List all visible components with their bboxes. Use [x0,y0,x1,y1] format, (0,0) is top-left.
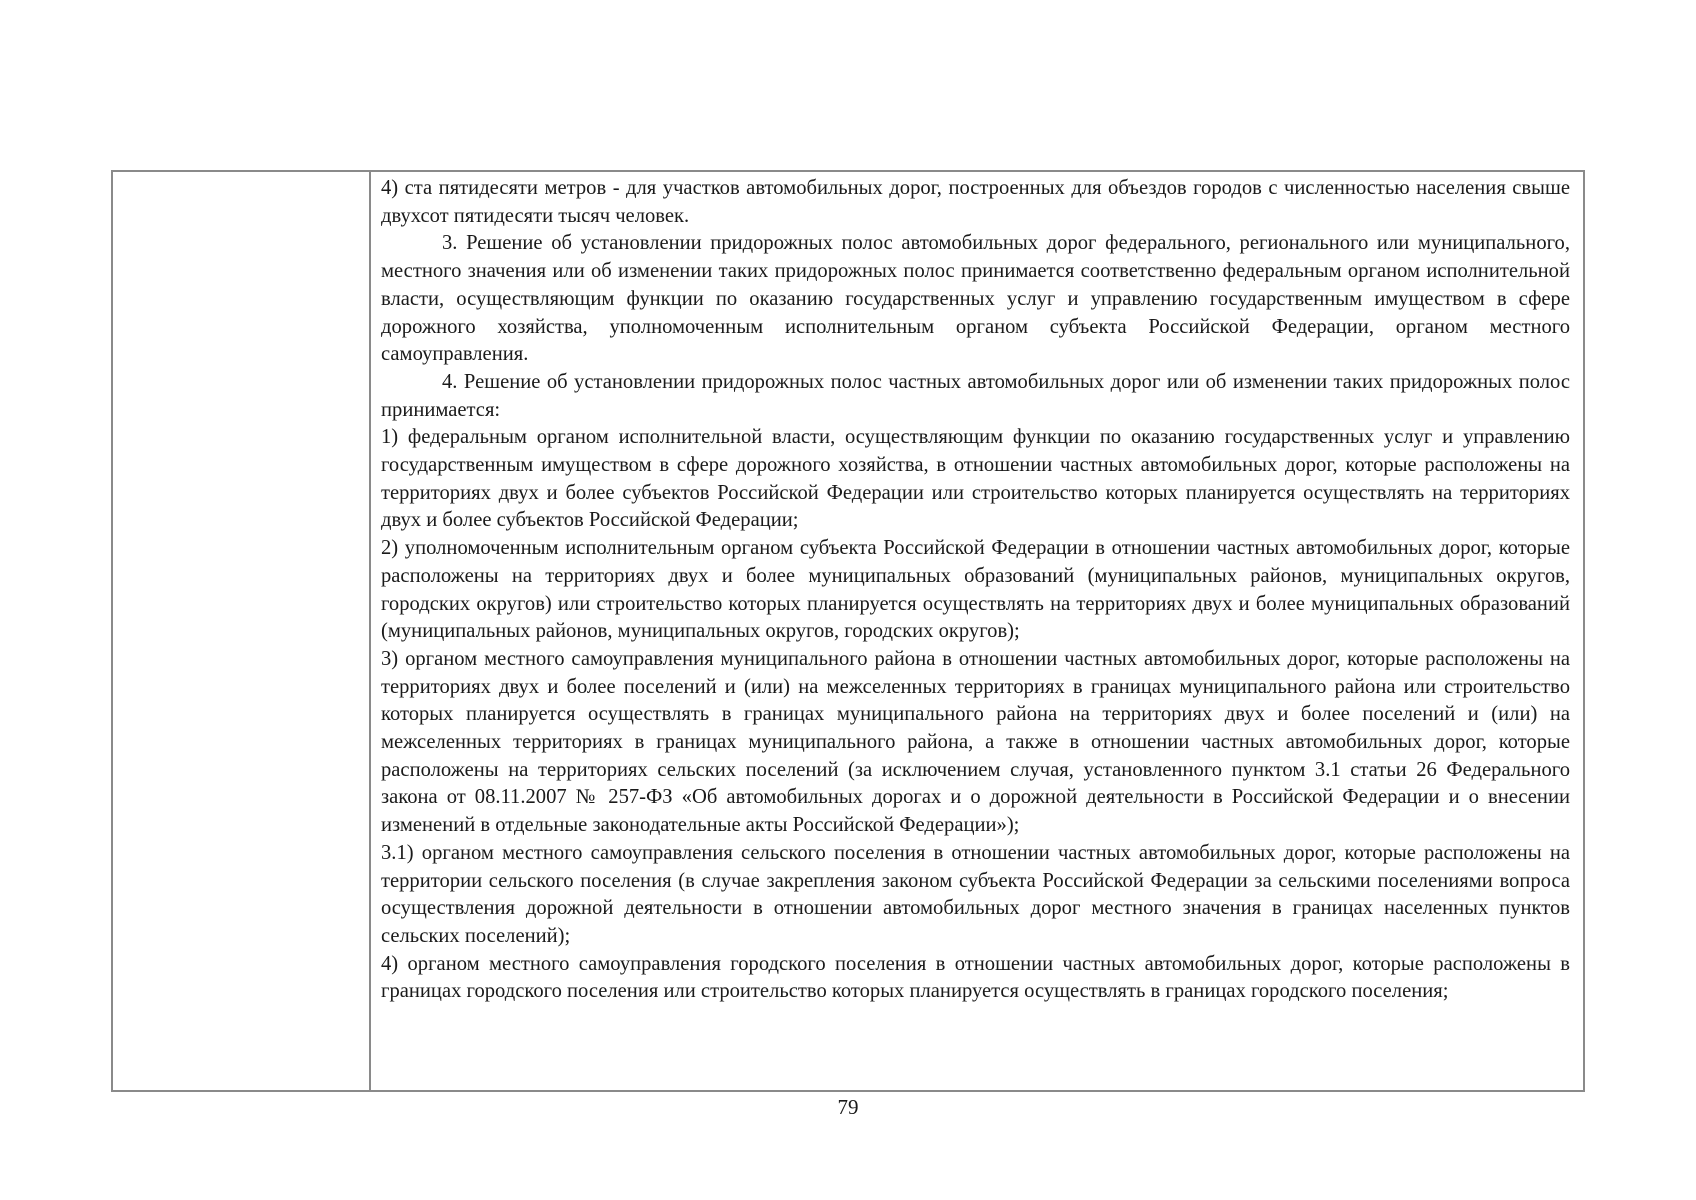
table-left-cell [113,172,371,1090]
paragraph-clause-4: 4. Решение об установлении придорожных полос частных автомобильных дорог или об изменении таких придорожных полос принимается: [381,370,1570,421]
paragraph-item-4: 4) органом местного самоуправления городского поселения в отношении частных автомобильных дорог, которые расположены в границах городского поселения или строительство которых планируется осуществлять в границах городского поселения; [381,952,1570,1003]
paragraph-item-1: 1) федеральным органом исполнительной власти, осуществляющим функции по оказанию государственных услуг и управлению государственным имуществом в сфере дорожного хозяйства, в отношении частных автомобильных дорог, которые расположены на территориях двух и более субъектов Российской Федерации или строительство которых планируется осуществлять на территориях двух и более субъектов Российской Федерации; [381,426,1570,532]
paragraph-item-4-distance: 4) ста пятидесяти метров - для участков автомобильных дорог, построенных для объездов городов с численностью населения свыше двухсот пятидесяти тысяч человек. [381,177,1570,227]
paragraph-item-2: 2) уполномоченным исполнительным органом субъекта Российской Федерации в отношении частных автомобильных дорог, которые расположены на территориях двух и более муниципальных образований (муниципальных районов, муниципальных округов, городских округов) или строительство которых планируется осуществлять на территориях двух и более муниципальных образований (муниципальных районов, муниципальных округов, городских округов); [381,537,1570,643]
paragraph-item-3: 3) органом местного самоуправления муниципального района в отношении частных автомобильных дорог, которые расположены на территориях двух и более поселений и (или) на межселенных территориях в границах муниципального района или строительство которых планируется осуществлять в границах муниципального района на территориях двух и более поселений и (или) на межселенных территориях в границах муниципального района, а также в отношении частных автомобильных дорог, которые расположены на территориях сельских поселений (за исключением случая, установленного пунктом 3.1 статьи 26 Федерального закона от 08.11.2007 № 257-ФЗ «Об автомобильных дорогах и о дорожной деятельности в Российской Федерации и о внесении изменений в отдельные законодательные акты Российской Федерации»); [381,647,1570,837]
page-number: 79 [837,1095,859,1119]
paragraph-item-3-1: 3.1) органом местного самоуправления сельского поселения в отношении частных автомобильных дорог, которые расположены на территории сельского поселения (в случае закрепления законом субъекта Российской Федерации за сельскими поселениями вопроса осуществления дорожной деятельности в отношении автомобильных дорог местного значения в границах населенных пунктов сельских поселений); [381,841,1570,947]
document-table [111,170,1585,1092]
paragraph-clause-3: 3. Решение об установлении придорожных полос автомобильных дорог федерального, регионального или муниципального, местного значения или об изменении таких придорожных полос принимается соответственно федеральным органом исполнительной власти, осуществляющим функции по оказанию государственных услуг и управлению государственным имуществом в сфере дорожного хозяйства, уполномоченным исполнительным органом субъекта Российской Федерации, органом местного самоуправления. [381,232,1570,366]
table-right-cell [371,172,1583,1090]
